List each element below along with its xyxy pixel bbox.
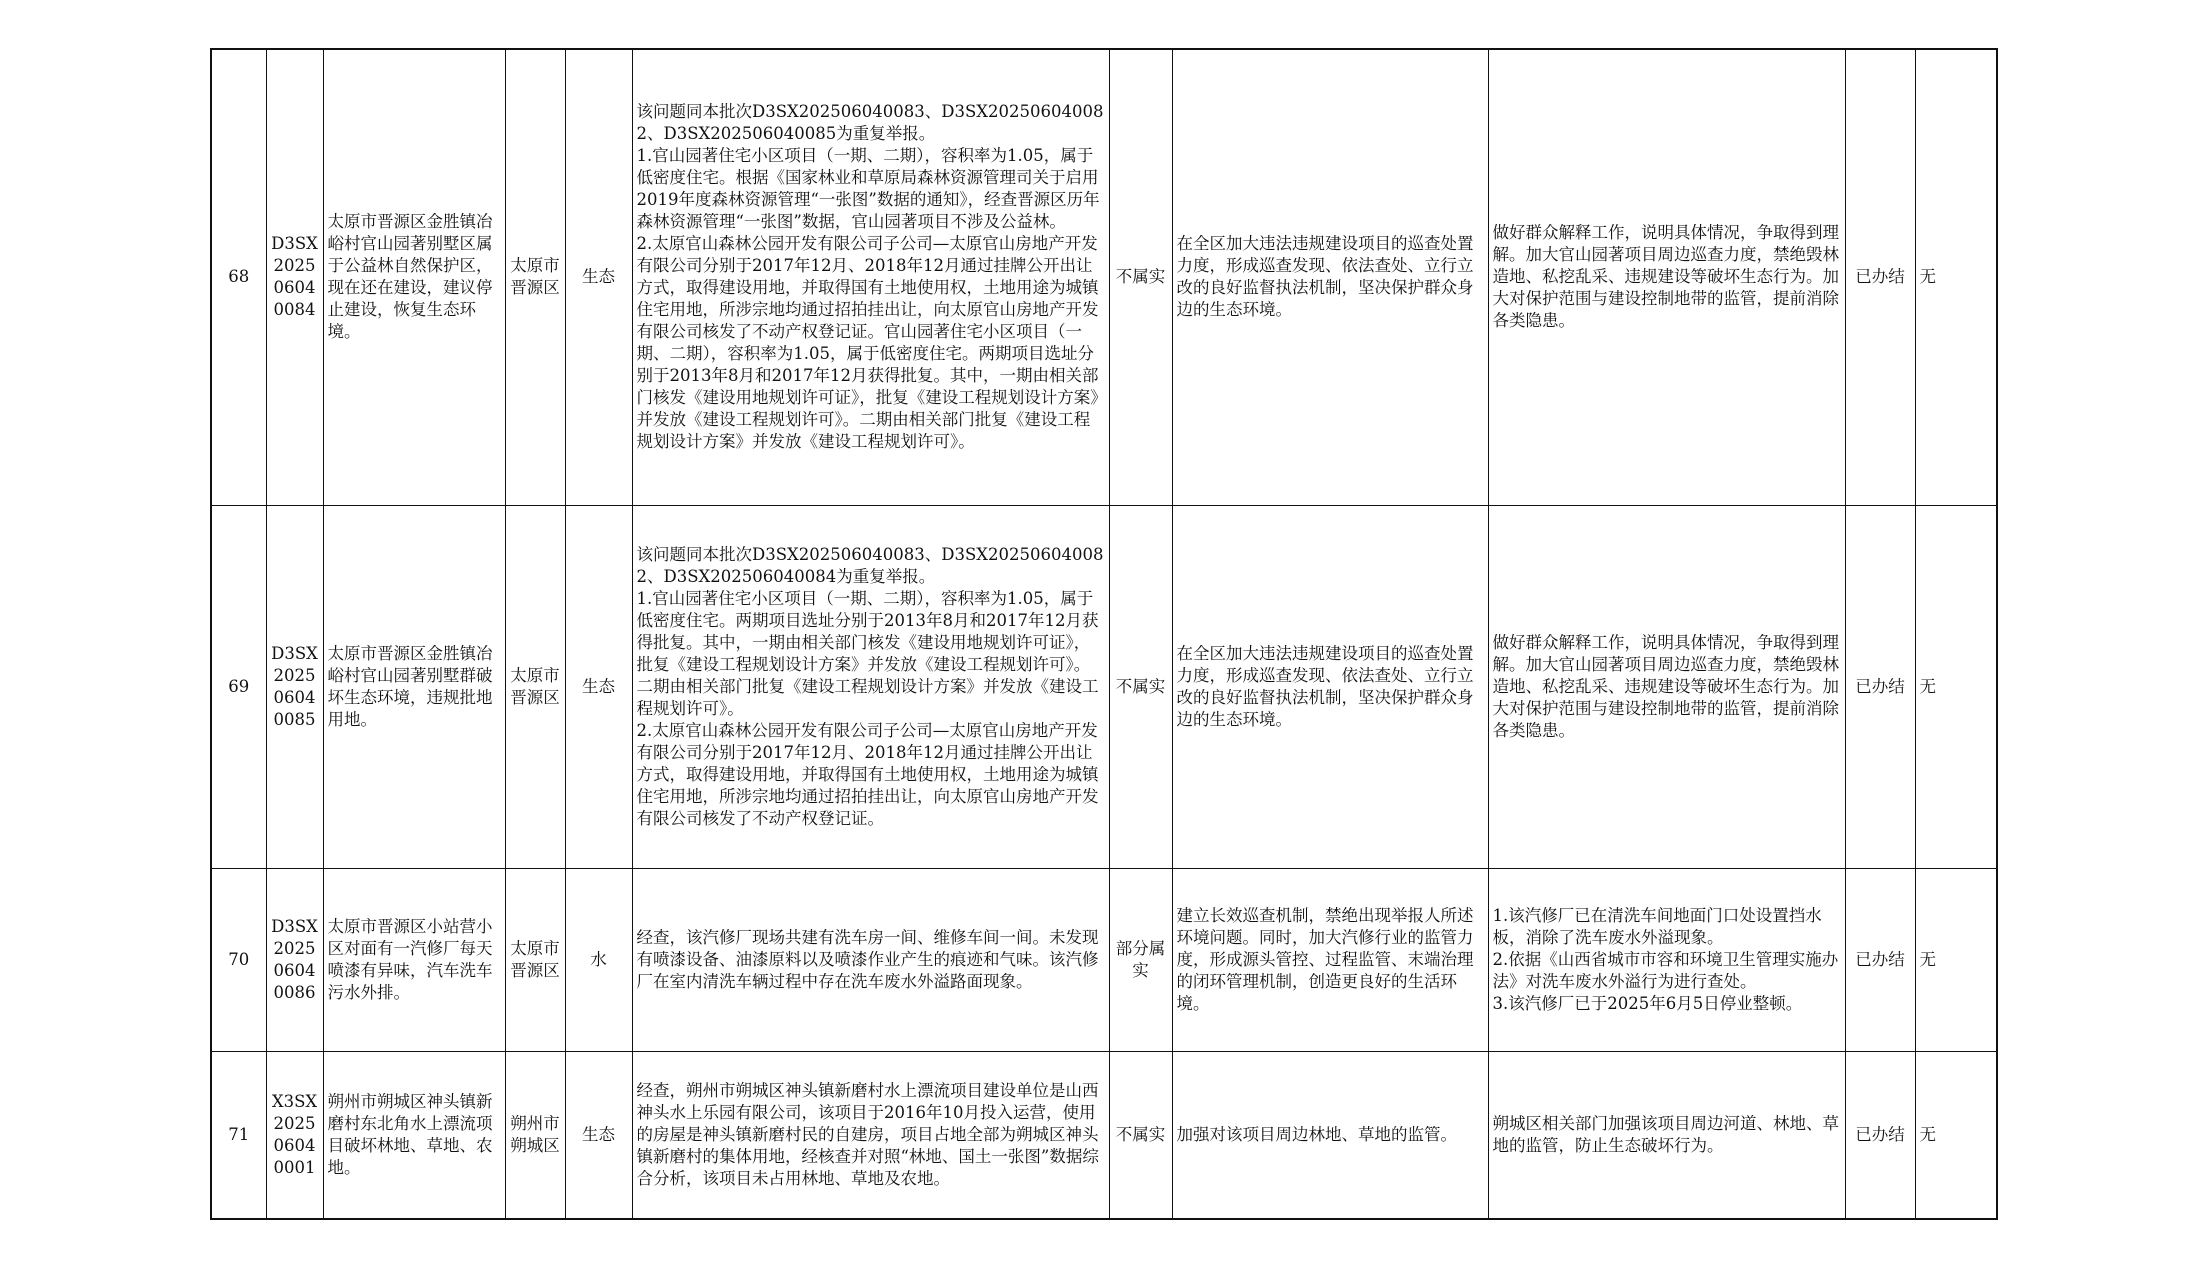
result-line: 1.官山园著住宅小区项目（一期、二期），容积率为1.05，属于低密度住宅。两期项目选址分别于2013年8月和2017年12月获得批复。其中，一期由相关部门核发《建设用地规划许可证》，批复《建设工程规划设计方案》并发放《建设工程规划许可》。二期由相关部门批复《建设工程规划设计方案》并发放《建设工程规划许可》。 [636,588,1099,718]
cell-case-code: D3SX202506040084 [266,49,323,505]
cell-accountability: 无 [1915,868,1997,1051]
cell-rectification-measure: 加强对该项目周边林地、草地的监管。 [1172,1051,1488,1219]
cell-verdict: 不属实 [1109,49,1172,505]
cell-complaint-content: 朔州市朔城区神头镇新磨村东北角水上漂流项目破坏林地、草地、农地。 [323,1051,505,1219]
cell-admin-area: 太原市晋源区 [505,49,565,505]
cell-handling-situation [1488,49,1845,505]
result-line: 2.太原官山森林公园开发有限公司子公司—太原官山房地产开发有限公司分别于2017年12月、2018年12月通过挂牌公开出让方式，取得建设用地，并取得国有土地使用权，土地用途为城镇住宅用地，所涉宗地均通过招拍挂出让，向太原官山房地产开发有限公司核发了不动产权登记证。官山园著住宅小区项目（一期、二期），容积率为1.05，属于低密度住宅。两期项目选址分别于2013年8月和2017年12月获得批复。其中，一期由相关部门核发《建设用地规划许可证》，批复《建设工程规划设计方案》并发放《建设工程规划许可》。二期由相关部门批复《建设工程规划设计方案》并发放《建设工程规划许可》。 [636,234,1099,452]
cell-complaint-content: 太原市晋源区金胜镇冶峪村官山园著别墅区属于公益林自然保护区，现在还在建设，建议停止建设，恢复生态环境。 [323,49,505,505]
cell-pollution-type: 水 [565,868,632,1051]
cell-accountability: 无 [1915,1051,1997,1219]
table-row [211,49,1997,505]
handling-line: 3.该汽修厂已于2025年6月5日停业整顿。 [1492,993,1803,1013]
cell-admin-area: 太原市晋源区 [505,505,565,868]
cell-status: 已办结 [1845,868,1915,1051]
result-line: 经查，该汽修厂现场共建有洗车房一间、维修车间一间。未发现有喷漆设备、油漆原料以及喷漆作业产生的痕迹和气味。该汽修厂在室内清洗车辆过程中存在洗车废水外溢路面现象。 [636,927,1099,991]
cell-verdict: 不属实 [1109,1051,1172,1219]
cell-seq: 70 [211,868,266,1051]
case-table [210,48,1998,1220]
cell-complaint-content: 太原市晋源区小站营小区对面有一汽修厂每天喷漆有异味，汽车洗车污水外排。 [323,868,505,1051]
handling-line: 做好群众解释工作，说明具体情况，争取得到理解。加大官山园著项目周边巡查力度，禁绝毁林造地、私挖乱采、违规建设等破坏生态行为。加大对保护范围与建设控制地带的监管，提前消除各类隐患。 [1492,632,1839,740]
result-line: 1.官山园著住宅小区项目（一期、二期），容积率为1.05，属于低密度住宅。根据《国家林业和草原局森林资源管理司关于启用2019年度森林资源管理“一张图”数据的通知》，经查晋源区历年森林资源管理“一张图”数据，官山园著项目不涉及公益林。 [636,146,1100,232]
cell-handling-situation [1488,1051,1845,1219]
cell-investigation-result [632,505,1109,868]
cell-handling-situation [1488,505,1845,868]
cell-rectification-measure: 建立长效巡查机制，禁绝出现举报人所述环境问题。同时，加大汽修行业的监管力度，形成源头管控、过程监管、末端治理的闭环管理机制，创造更良好的生活环境。 [1172,868,1488,1051]
handling-line: 做好群众解释工作，说明具体情况，争取得到理解。加大官山园著项目周边巡查力度，禁绝毁林造地、私挖乱采、违规建设等破坏生态行为。加大对保护范围与建设控制地带的监管，提前消除各类隐患。 [1492,223,1839,331]
cell-verdict: 部分属实 [1109,868,1172,1051]
cell-accountability: 无 [1915,505,1997,868]
table-row [211,1051,1997,1219]
result-line: 该问题同本批次D3SX202506040083、D3SX202506040082、D3SX202506040084为重复举报。 [636,544,1104,586]
cell-investigation-result [632,868,1109,1051]
cell-seq: 69 [211,505,266,868]
cell-handling-situation [1488,868,1845,1051]
handling-line: 2.依据《山西省城市市容和环境卫生管理实施办法》对洗车废水外溢行为进行查处。 [1492,949,1839,991]
cell-status: 已办结 [1845,49,1915,505]
cell-complaint-content: 太原市晋源区金胜镇冶峪村官山园著别墅群破坏生态环境，违规批地用地。 [323,505,505,868]
cell-verdict: 不属实 [1109,505,1172,868]
cell-accountability: 无 [1915,49,1997,505]
case-table-page [210,48,1996,1220]
result-line: 经查，朔州市朔城区神头镇新磨村水上漂流项目建设单位是山西神头水上乐园有限公司，该项目于2016年10月投入运营，使用的房屋是神头镇新磨村民的自建房，项目占地全部为朔城区神头镇新磨村的集体用地，经核查并对照“林地、国土一张图”数据综合分析，该项目未占用林地、草地及农地。 [636,1080,1099,1188]
cell-rectification-measure: 在全区加大违法违规建设项目的巡查处置力度，形成巡查发现、依法查处、立行立改的良好监督执法机制，坚决保护群众身边的生态环境。 [1172,49,1488,505]
result-line: 2.太原官山森林公园开发有限公司子公司—太原官山房地产开发有限公司分别于2017年12月、2018年12月通过挂牌公开出让方式，取得建设用地，并取得国有土地使用权，土地用途为城镇住宅用地，所涉宗地均通过招拍挂出让，向太原官山房地产开发有限公司核发了不动产权登记证。 [636,720,1099,828]
cell-pollution-type: 生态 [565,49,632,505]
cell-seq: 71 [211,1051,266,1219]
cell-case-code: X3SX202506040001 [266,1051,323,1219]
cell-pollution-type: 生态 [565,1051,632,1219]
cell-admin-area: 朔州市朔城区 [505,1051,565,1219]
cell-admin-area: 太原市晋源区 [505,868,565,1051]
result-line: 该问题同本批次D3SX202506040083、D3SX202506040082、D3SX202506040085为重复举报。 [636,102,1104,144]
handling-line: 朔城区相关部门加强该项目周边河道、林地、草地的监管，防止生态破坏行为。 [1492,1113,1839,1155]
cell-status: 已办结 [1845,1051,1915,1219]
cell-investigation-result [632,1051,1109,1219]
cell-case-code: D3SX202506040086 [266,868,323,1051]
cell-investigation-result [632,49,1109,505]
table-row [211,505,1997,868]
table-row [211,868,1997,1051]
cell-status: 已办结 [1845,505,1915,868]
cell-rectification-measure: 在全区加大违法违规建设项目的巡查处置力度，形成巡查发现、依法查处、立行立改的良好监督执法机制，坚决保护群众身边的生态环境。 [1172,505,1488,868]
handling-line: 1.该汽修厂已在清洗车间地面门口处设置挡水板，消除了洗车废水外溢现象。 [1492,905,1822,947]
cell-seq: 68 [211,49,266,505]
cell-case-code: D3SX202506040085 [266,505,323,868]
cell-pollution-type: 生态 [565,505,632,868]
